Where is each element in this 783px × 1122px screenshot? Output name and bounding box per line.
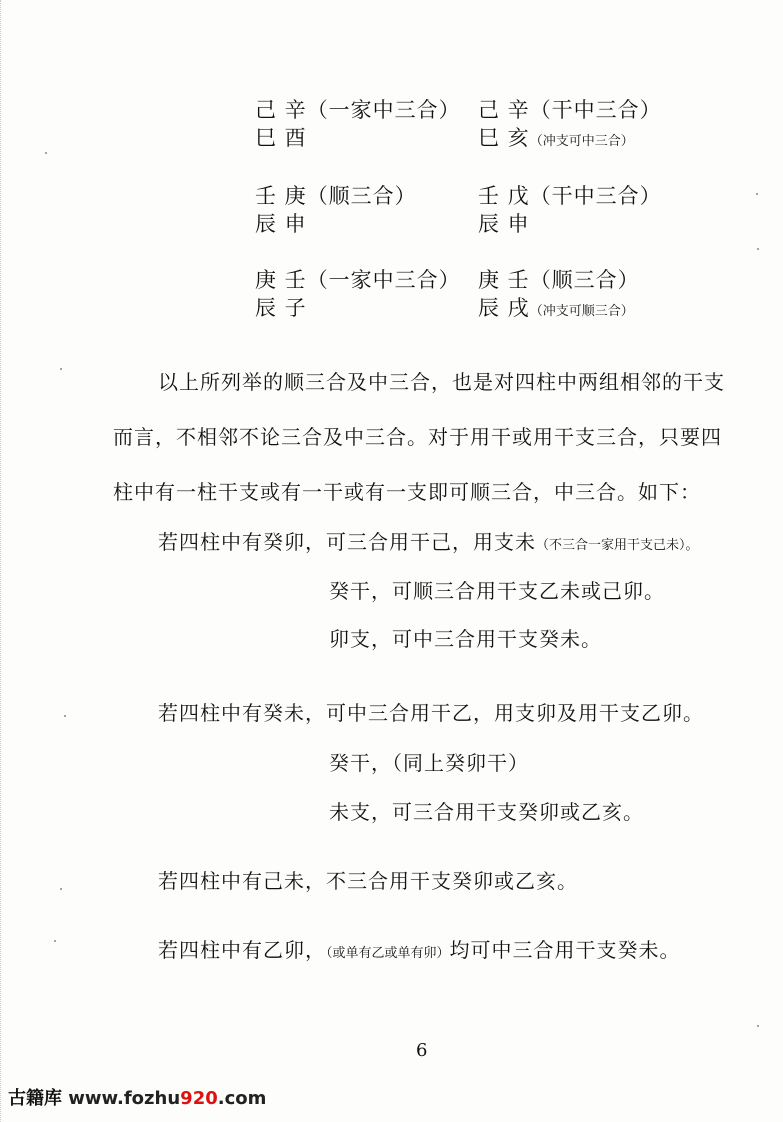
pair-2-left-stems: 壬 庚（顺三合） <box>255 184 417 208</box>
pair-1-left-stems: 己 辛（一家中三合） <box>255 98 461 122</box>
scan-speck <box>60 368 62 370</box>
paragraph-line-1: 以上所列举的顺三合及中三合，也是对四柱中两组相邻的干支 <box>158 370 725 394</box>
scan-speck <box>757 1025 759 1027</box>
pair-3-left-stems: 庚 壬（一家中三合） <box>255 268 461 292</box>
pair-3-right-stems: 庚 壬（顺三合） <box>478 268 640 292</box>
example-3-main: 若四柱中有己未，不三合用干支癸卯或乙亥。 <box>158 869 578 893</box>
example-1-main: 若四柱中有癸卯，可三合用干己，用支未（不三合一家用干支己未）。 <box>158 530 699 554</box>
example-1-sub-2: 卯支，可中三合用干支癸未。 <box>329 627 602 651</box>
pair-2-right-branches: 辰 申 <box>478 212 530 236</box>
example-2-main: 若四柱中有癸未，可中三合用干乙，用支卯及用干支乙卯。 <box>158 701 704 725</box>
paragraph-line-3: 柱中有一柱干支或有一干或有一支即可顺三合，中三合。如下： <box>113 480 701 504</box>
pair-1-left-branches: 巳 酉 <box>255 126 307 150</box>
scan-speck <box>60 888 62 890</box>
pair-3-right-branches: 辰 戌（冲支可顺三合） <box>478 296 634 320</box>
scan-edge <box>0 0 5 1122</box>
pair-1-right-branches: 巳 亥（冲支可中三合） <box>478 126 634 150</box>
scan-speck <box>64 715 66 717</box>
page-number: 6 <box>416 1040 428 1061</box>
example-2-sub-2: 未支，可三合用干支癸卯或乙亥。 <box>329 800 644 824</box>
paragraph-line-2: 而言，不相邻不论三合及中三合。对于用干或用干支三合，只要四 <box>113 425 722 449</box>
scan-speck <box>54 940 56 942</box>
example-4-main: 若四柱中有乙卯，（或单有乙或单有卯）均可中三合用干支癸未。 <box>158 938 681 962</box>
scan-speck <box>45 152 47 154</box>
pair-3-left-branches: 辰 子 <box>255 296 307 320</box>
example-1-sub-1: 癸干，可顺三合用干支乙未或己卯。 <box>329 579 665 603</box>
pair-1-right-stems: 己 辛（干中三合） <box>478 98 662 122</box>
site-watermark: 古籍库 www.fozhu920.com <box>8 1088 267 1109</box>
pair-2-left-branches: 辰 申 <box>255 212 307 236</box>
scan-speck <box>757 248 759 250</box>
scan-speck <box>756 193 758 195</box>
pair-2-right-stems: 壬 戊（干中三合） <box>478 184 662 208</box>
example-2-sub-1: 癸干，（同上癸卯干） <box>329 751 529 775</box>
